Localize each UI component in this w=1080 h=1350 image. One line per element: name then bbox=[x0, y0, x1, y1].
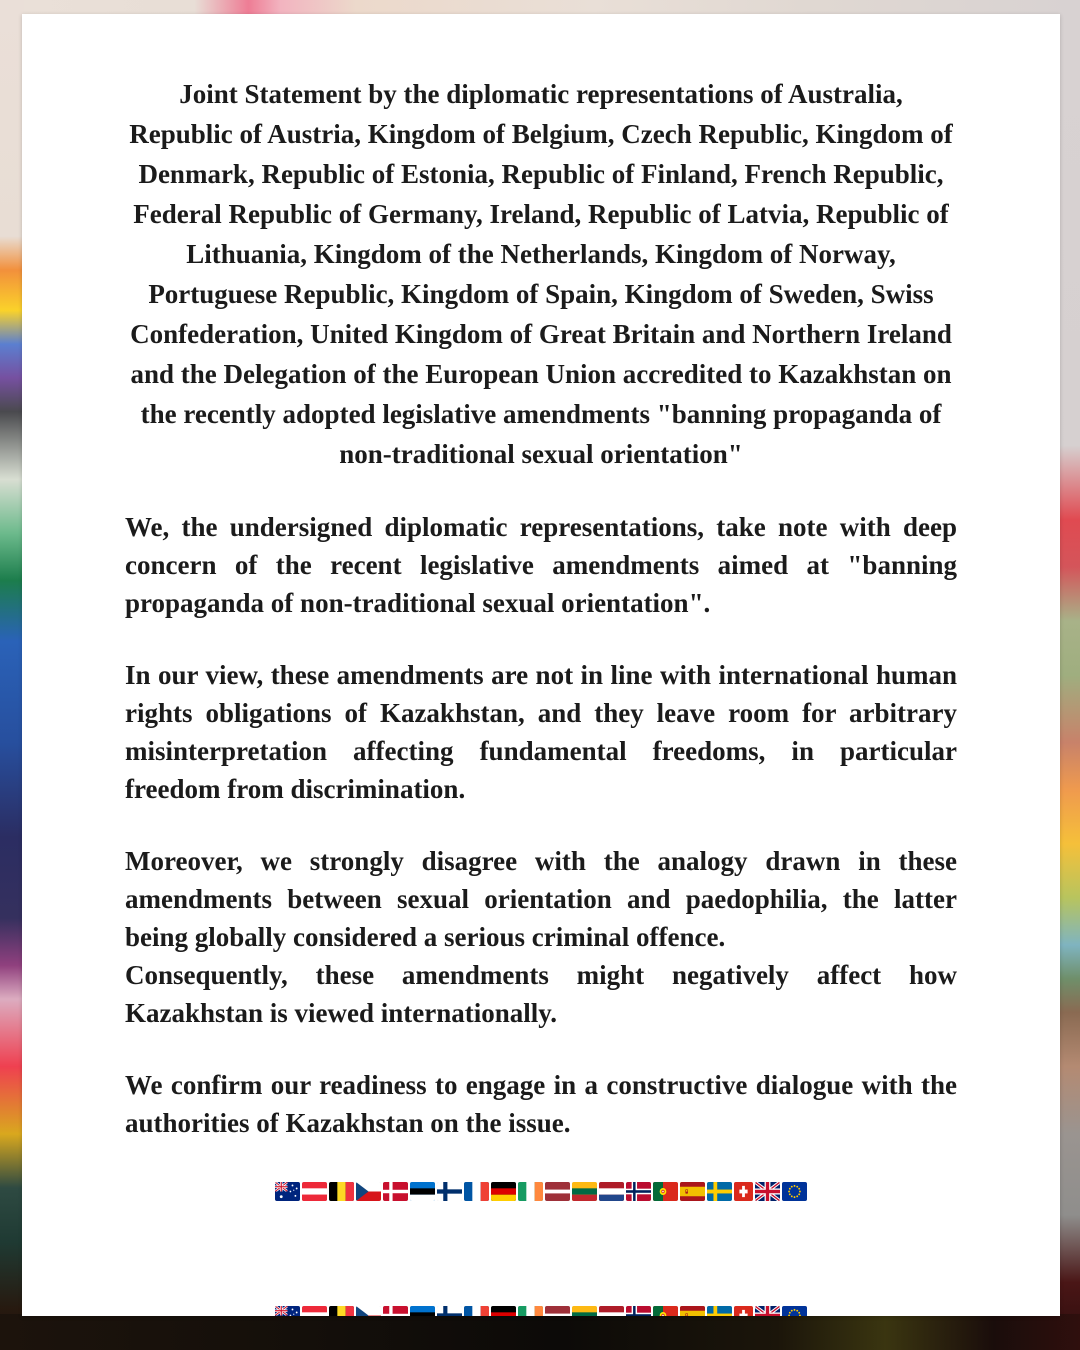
statement-paragraph: Consequently, these amendments might negatively affect how Kazakhstan is viewed internationally. bbox=[125, 960, 957, 1028]
flag-germany-icon bbox=[491, 1182, 516, 1201]
flag-france-icon bbox=[464, 1182, 489, 1201]
statement-title: Joint Statement by the diplomatic representations of Australia, Republic of Austria, Kingdom of Belgium, Czech Republic, Kingdom of Denmark, Republic of Estonia, Republic of Finland, French Republic, Federal Republic of Germany, Ireland, Republic of Latvia, Republic of Lithuania, Kingdom of the Netherlands, Kingdom of Norway, Portuguese Republic, Kingdom of Spain, Kingdom of Sweden, Swiss Confederation, United Kingdom of Great Britain and Northern Ireland and the Delegation of the European Union accredited to Kazakhstan on the recently adopted legislative amendments "banning propaganda of non-traditional sexual orientation" bbox=[129, 79, 953, 469]
flag-australia-icon bbox=[275, 1182, 300, 1201]
flag-latvia-icon bbox=[545, 1306, 570, 1316]
flag-ireland-icon bbox=[518, 1306, 543, 1316]
flag-finland-icon bbox=[437, 1306, 462, 1316]
statement-paragraph: We confirm our readiness to engage in a constructive dialogue with the authorities of Kazakhstan on the issue. bbox=[125, 1070, 957, 1138]
background-blur-right bbox=[1060, 0, 1080, 1350]
flag-sweden-icon bbox=[707, 1306, 732, 1316]
flag-european-union-icon bbox=[782, 1306, 807, 1316]
flag-denmark-icon bbox=[383, 1182, 408, 1201]
flag-finland-icon bbox=[437, 1182, 462, 1201]
flag-norway-icon bbox=[626, 1182, 651, 1201]
flag-switzerland-icon bbox=[734, 1182, 753, 1201]
flag-european-union-icon bbox=[782, 1182, 807, 1201]
flag-denmark-icon bbox=[383, 1306, 408, 1316]
flag-czechia-icon bbox=[356, 1182, 381, 1201]
statement-paragraph: We, the undersigned diplomatic representations, take note with deep concern of the recent legislative amendments aimed at "banning propaganda of non-traditional sexual orientation". bbox=[125, 512, 957, 618]
flag-lithuania-icon bbox=[572, 1182, 597, 1201]
flag-belgium-icon bbox=[329, 1182, 354, 1201]
flag-united-kingdom-icon bbox=[755, 1306, 780, 1316]
flag-australia-icon bbox=[275, 1306, 300, 1316]
flag-estonia-icon bbox=[410, 1306, 435, 1316]
background-blur-left bbox=[0, 0, 24, 1350]
flag-spain-icon bbox=[680, 1306, 705, 1316]
flag-germany-icon bbox=[491, 1306, 516, 1316]
flag-ireland-icon bbox=[518, 1182, 543, 1201]
flag-austria-icon bbox=[302, 1182, 327, 1201]
cropped-flags-row bbox=[22, 1306, 1060, 1316]
flag-czechia-icon bbox=[356, 1306, 381, 1316]
flag-belgium-icon bbox=[329, 1306, 354, 1316]
flag-switzerland-icon bbox=[734, 1306, 753, 1316]
flag-netherlands-icon bbox=[599, 1306, 624, 1316]
flag-norway-icon bbox=[626, 1306, 651, 1316]
flag-france-icon bbox=[464, 1306, 489, 1316]
flag-sweden-icon bbox=[707, 1182, 732, 1201]
background-blur-bottom bbox=[0, 1314, 1080, 1350]
statement-content bbox=[22, 14, 1060, 1201]
flag-austria-icon bbox=[302, 1306, 327, 1316]
flag-lithuania-icon bbox=[572, 1306, 597, 1316]
statement-paragraph: In our view, these amendments are not in line with international human rights obligations of Kazakhstan, and they leave room for arbitrary misinterpretation affecting fundamental freedoms, in particular freedom from discrimination. bbox=[125, 660, 957, 804]
statement-paragraph: Moreover, we strongly disagree with the analogy drawn in these amendments between sexual orientation and paedophilia, the latter being globally considered a serious criminal offence. bbox=[125, 846, 957, 952]
flag-portugal-icon bbox=[653, 1182, 678, 1201]
signatory-flags-row bbox=[125, 1182, 957, 1201]
flag-united-kingdom-icon bbox=[755, 1182, 780, 1201]
statement-card bbox=[22, 14, 1060, 1316]
flag-estonia-icon bbox=[410, 1182, 435, 1201]
flag-latvia-icon bbox=[545, 1182, 570, 1201]
flag-spain-icon bbox=[680, 1182, 705, 1201]
flag-portugal-icon bbox=[653, 1306, 678, 1316]
flag-netherlands-icon bbox=[599, 1182, 624, 1201]
